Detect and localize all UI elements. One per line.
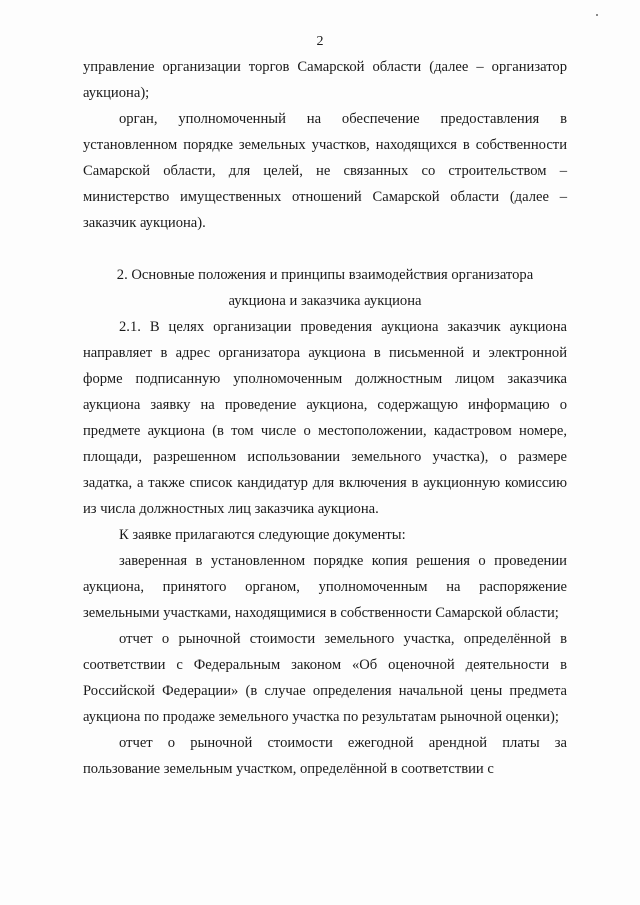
document-body (83, 54, 567, 782)
paragraph-attachments-intro: К заявке прилагаются следующие документы: (119, 527, 406, 543)
scan-mark (596, 14, 598, 16)
paragraph-decision-copy: заверенная в установленном порядке копия решения о проведении аукциона, принятого органом, уполномоченным на распоряжение земельными участками, находящимися в собственности Самарской области; (83, 553, 567, 621)
paragraph-customer: орган, уполномоченный на обеспечение предоставления в установленном порядке земельных участков, находящихся в собственности Самарской области, для целей, не связанных со строительством – министерство имущественных отношений Самарской области (далее – заказчик аукциона). (83, 111, 567, 231)
paragraph-2-1: 2.1. В целях организации проведения аукциона заказчик аукциона направляет в адрес организатора аукциона в письменной и электронной форме подписанную уполномоченным должностным лицом заказчика аукциона заявку на проведение аукциона, содержащую информацию о предмете аукциона (в том числе о местоположении, кадастровом номере, площади, разрешенном использовании земельного участка), о размере задатка, а также список кандидатур для включения в аукционную комиссию из числа должностных лиц заказчика аукциона. (83, 319, 567, 517)
section-heading-line-1: 2. Основные положения и принципы взаимодействия организатора (116, 267, 534, 283)
paragraph-rent-value-report: отчет о рыночной стоимости ежегодной арендной платы за пользование земельным участком, определённой в соответствии с (83, 735, 567, 777)
page-number: 2 (316, 34, 324, 49)
paragraph-market-value-report: отчет о рыночной стоимости земельного участка, определённой в соответствии с Федеральным законом «Об оценочной деятельности в Российской Федерации» (в случае определения начальной цены предмета аукциона по продаже земельного участка по результатам рыночной оценки); (83, 631, 567, 725)
section-heading (83, 262, 567, 314)
section-heading-line-2: аукциона и заказчика аукциона (228, 293, 422, 309)
paragraph-organizer: управление организации торгов Самарской области (далее – организатор аукциона); (83, 59, 567, 101)
spacer (83, 236, 567, 262)
